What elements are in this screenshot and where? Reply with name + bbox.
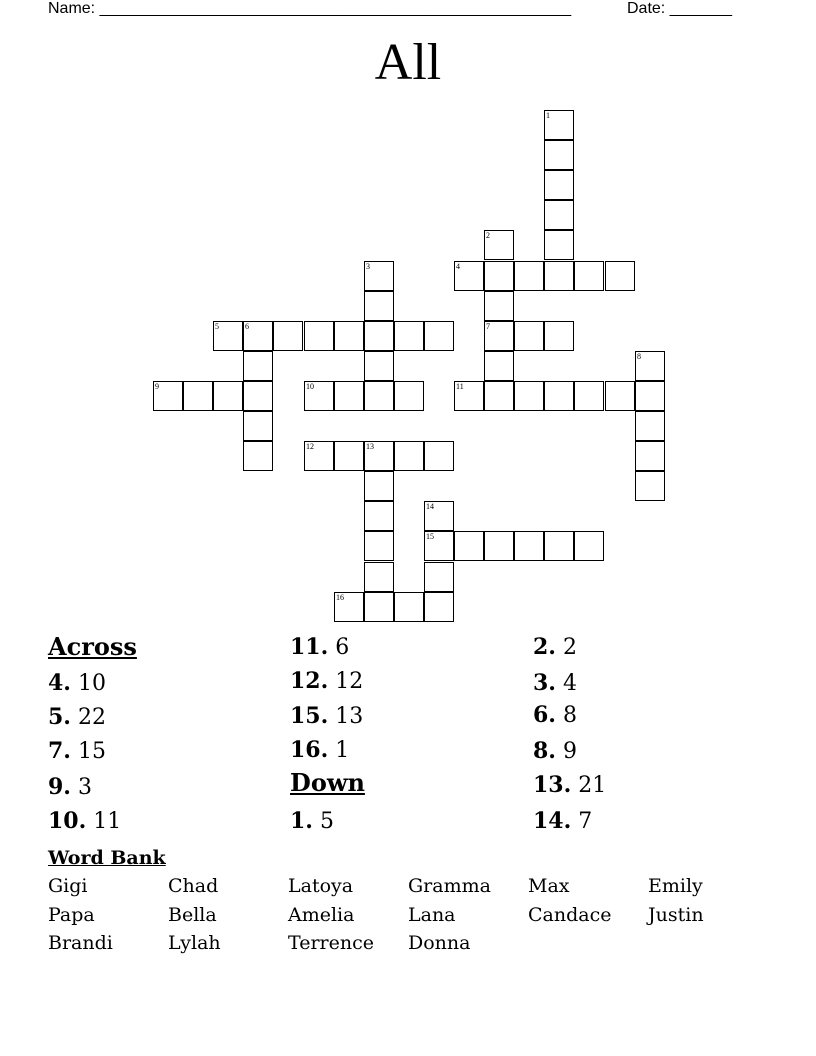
clue-text: 4 <box>562 671 577 696</box>
cell-number: 11 <box>456 382 464 391</box>
grid-cell[interactable] <box>304 381 334 411</box>
cell-number: 14 <box>426 502 434 511</box>
grid-cell[interactable] <box>334 592 364 622</box>
clue-text: 22 <box>77 705 106 730</box>
word-bank-item: Bella <box>168 904 217 926</box>
grid-cell[interactable] <box>514 321 544 351</box>
grid-cell[interactable] <box>514 261 544 291</box>
clue-down-14 <box>533 806 592 837</box>
clue-text: 3 <box>77 775 92 800</box>
clue-down-2 <box>533 632 577 663</box>
clue-number: 15. <box>290 703 329 729</box>
grid-cell[interactable] <box>484 381 514 411</box>
clue-down-13 <box>533 770 606 801</box>
cell-number: 15 <box>426 532 434 541</box>
grid-cell[interactable] <box>243 441 273 471</box>
grid-cell[interactable] <box>364 531 394 561</box>
cell-number: 7 <box>486 322 490 331</box>
grid-cell[interactable] <box>424 592 454 622</box>
clue-text: 6 <box>335 635 350 660</box>
grid-cell[interactable] <box>364 441 394 471</box>
clue-text: 8 <box>562 703 577 728</box>
clue-text: 13 <box>335 704 364 729</box>
cell-number: 1 <box>546 111 550 120</box>
grid-cell[interactable] <box>364 261 394 291</box>
grid-cell[interactable] <box>544 261 574 291</box>
word-bank-item: Donna <box>408 932 471 954</box>
grid-cell[interactable] <box>424 441 454 471</box>
clue-text: 10 <box>77 671 106 696</box>
grid-cell[interactable] <box>635 411 665 441</box>
clue-number: 14. <box>533 808 572 834</box>
clue-number: 9. <box>48 774 71 800</box>
grid-cell[interactable] <box>574 381 604 411</box>
grid-cell[interactable] <box>574 261 604 291</box>
grid-cell[interactable] <box>394 381 424 411</box>
grid-cell[interactable] <box>484 321 514 351</box>
grid-cell[interactable] <box>304 441 334 471</box>
clue-down-8 <box>533 736 577 767</box>
grid-cell[interactable] <box>394 441 424 471</box>
grid-cell[interactable] <box>424 562 454 592</box>
grid-cell[interactable] <box>243 321 273 351</box>
word-bank-item: Max <box>528 875 570 897</box>
cell-number: 2 <box>486 231 490 240</box>
name-field-label: Name: _____________________________________________________ <box>48 0 572 17</box>
clue-text: 2 <box>562 635 577 660</box>
clue-text: 12 <box>335 669 364 694</box>
down-heading: Down <box>290 768 365 797</box>
cell-number: 5 <box>215 322 219 331</box>
word-bank-heading: Word Bank <box>48 847 166 869</box>
grid-cell[interactable] <box>484 261 514 291</box>
grid-cell[interactable] <box>484 531 514 561</box>
grid-cell[interactable] <box>243 351 273 381</box>
cell-number: 9 <box>155 382 159 391</box>
grid-cell[interactable] <box>514 531 544 561</box>
grid-cell[interactable] <box>454 381 484 411</box>
clue-across-10 <box>48 806 121 837</box>
cell-number: 4 <box>456 262 460 271</box>
clue-down-1 <box>290 806 334 837</box>
grid-cell[interactable] <box>544 170 574 200</box>
clue-number: 3. <box>533 670 556 696</box>
cell-number: 10 <box>306 382 314 391</box>
grid-cell[interactable] <box>273 321 303 351</box>
grid-cell[interactable] <box>153 381 183 411</box>
cell-number: 13 <box>366 442 374 451</box>
word-bank-item: Amelia <box>288 904 355 926</box>
cell-number: 6 <box>245 322 249 331</box>
grid-cell[interactable] <box>394 321 424 351</box>
clue-number: 8. <box>533 738 556 764</box>
grid-cell[interactable] <box>454 261 484 291</box>
clue-number: 10. <box>48 808 87 834</box>
clue-across-15 <box>290 701 363 732</box>
word-bank-item: Lylah <box>168 932 221 954</box>
clue-text: 5 <box>319 809 334 834</box>
across-heading: Across <box>48 632 137 661</box>
clue-text: 11 <box>93 809 122 834</box>
grid-cell[interactable] <box>484 351 514 381</box>
clue-number: 1. <box>290 808 313 834</box>
grid-cell[interactable] <box>454 531 484 561</box>
grid-cell[interactable] <box>364 381 394 411</box>
grid-cell[interactable] <box>574 531 604 561</box>
clue-across-12 <box>290 666 363 697</box>
grid-cell[interactable] <box>635 351 665 381</box>
grid-cell[interactable] <box>364 501 394 531</box>
clue-number: 16. <box>290 737 329 763</box>
grid-cell[interactable] <box>243 411 273 441</box>
clue-text: 1 <box>335 738 350 763</box>
grid-cell[interactable] <box>605 261 635 291</box>
clue-text: 7 <box>578 809 593 834</box>
word-bank-item: Papa <box>48 904 95 926</box>
clue-number: 13. <box>533 772 572 798</box>
grid-cell[interactable] <box>484 291 514 321</box>
clue-down-6 <box>533 700 577 731</box>
grid-cell[interactable] <box>334 381 364 411</box>
grid-cell[interactable] <box>544 110 574 140</box>
grid-cell[interactable] <box>213 321 243 351</box>
grid-cell[interactable] <box>364 592 394 622</box>
grid-cell[interactable] <box>424 501 454 531</box>
grid-cell[interactable] <box>635 441 665 471</box>
grid-cell[interactable] <box>544 230 574 260</box>
clue-text: 9 <box>562 739 577 764</box>
clue-number: 7. <box>48 738 71 764</box>
word-bank-item: Chad <box>168 875 219 897</box>
clue-across-4 <box>48 668 106 699</box>
grid-cell[interactable] <box>424 321 454 351</box>
word-bank-item: Lana <box>408 904 456 926</box>
clue-number: 5. <box>48 704 71 730</box>
grid-cell[interactable] <box>605 381 635 411</box>
grid-cell[interactable] <box>544 200 574 230</box>
grid-cell[interactable] <box>544 140 574 170</box>
grid-cell[interactable] <box>544 321 574 351</box>
cell-number: 8 <box>637 352 641 361</box>
clue-across-7 <box>48 736 106 767</box>
word-bank-item: Brandi <box>48 932 113 954</box>
grid-cell[interactable] <box>544 531 574 561</box>
grid-cell[interactable] <box>544 381 574 411</box>
word-bank-item: Emily <box>648 875 703 897</box>
grid-cell[interactable] <box>213 381 243 411</box>
word-bank-item: Justin <box>648 904 704 926</box>
clue-across-16 <box>290 735 349 766</box>
clue-text: 15 <box>77 739 106 764</box>
clue-number: 2. <box>533 634 556 660</box>
word-bank-item: Terrence <box>288 932 374 954</box>
puzzle-title: All <box>374 34 442 91</box>
grid-cell[interactable] <box>364 471 394 501</box>
cell-number: 16 <box>336 593 344 602</box>
clue-across-9 <box>48 772 92 803</box>
grid-cell[interactable] <box>364 321 394 351</box>
grid-cell[interactable] <box>424 531 454 561</box>
grid-cell[interactable] <box>334 441 364 471</box>
clue-number: 4. <box>48 670 71 696</box>
date-field-label: Date: _______ <box>627 0 732 17</box>
grid-cell[interactable] <box>243 381 273 411</box>
grid-cell[interactable] <box>304 321 334 351</box>
grid-cell[interactable] <box>635 381 665 411</box>
grid-cell[interactable] <box>394 592 424 622</box>
clue-across-5 <box>48 702 106 733</box>
grid-cell[interactable] <box>484 230 514 260</box>
clue-number: 12. <box>290 668 329 694</box>
cell-number: 12 <box>306 442 314 451</box>
grid-cell[interactable] <box>334 321 364 351</box>
grid-cell[interactable] <box>635 471 665 501</box>
grid-cell[interactable] <box>514 381 544 411</box>
word-bank-item: Latoya <box>288 875 354 897</box>
word-bank-item: Gigi <box>48 875 88 897</box>
word-bank-item: Gramma <box>408 875 491 897</box>
clue-number: 11. <box>290 634 329 660</box>
grid-cell[interactable] <box>364 291 394 321</box>
clue-number: 6. <box>533 702 556 728</box>
cell-number: 3 <box>366 262 370 271</box>
grid-cell[interactable] <box>364 562 394 592</box>
clue-down-3 <box>533 668 577 699</box>
clue-across-11 <box>290 632 349 663</box>
grid-cell[interactable] <box>183 381 213 411</box>
clue-text: 21 <box>578 773 607 798</box>
grid-cell[interactable] <box>364 351 394 381</box>
word-bank-item: Candace <box>528 904 612 926</box>
